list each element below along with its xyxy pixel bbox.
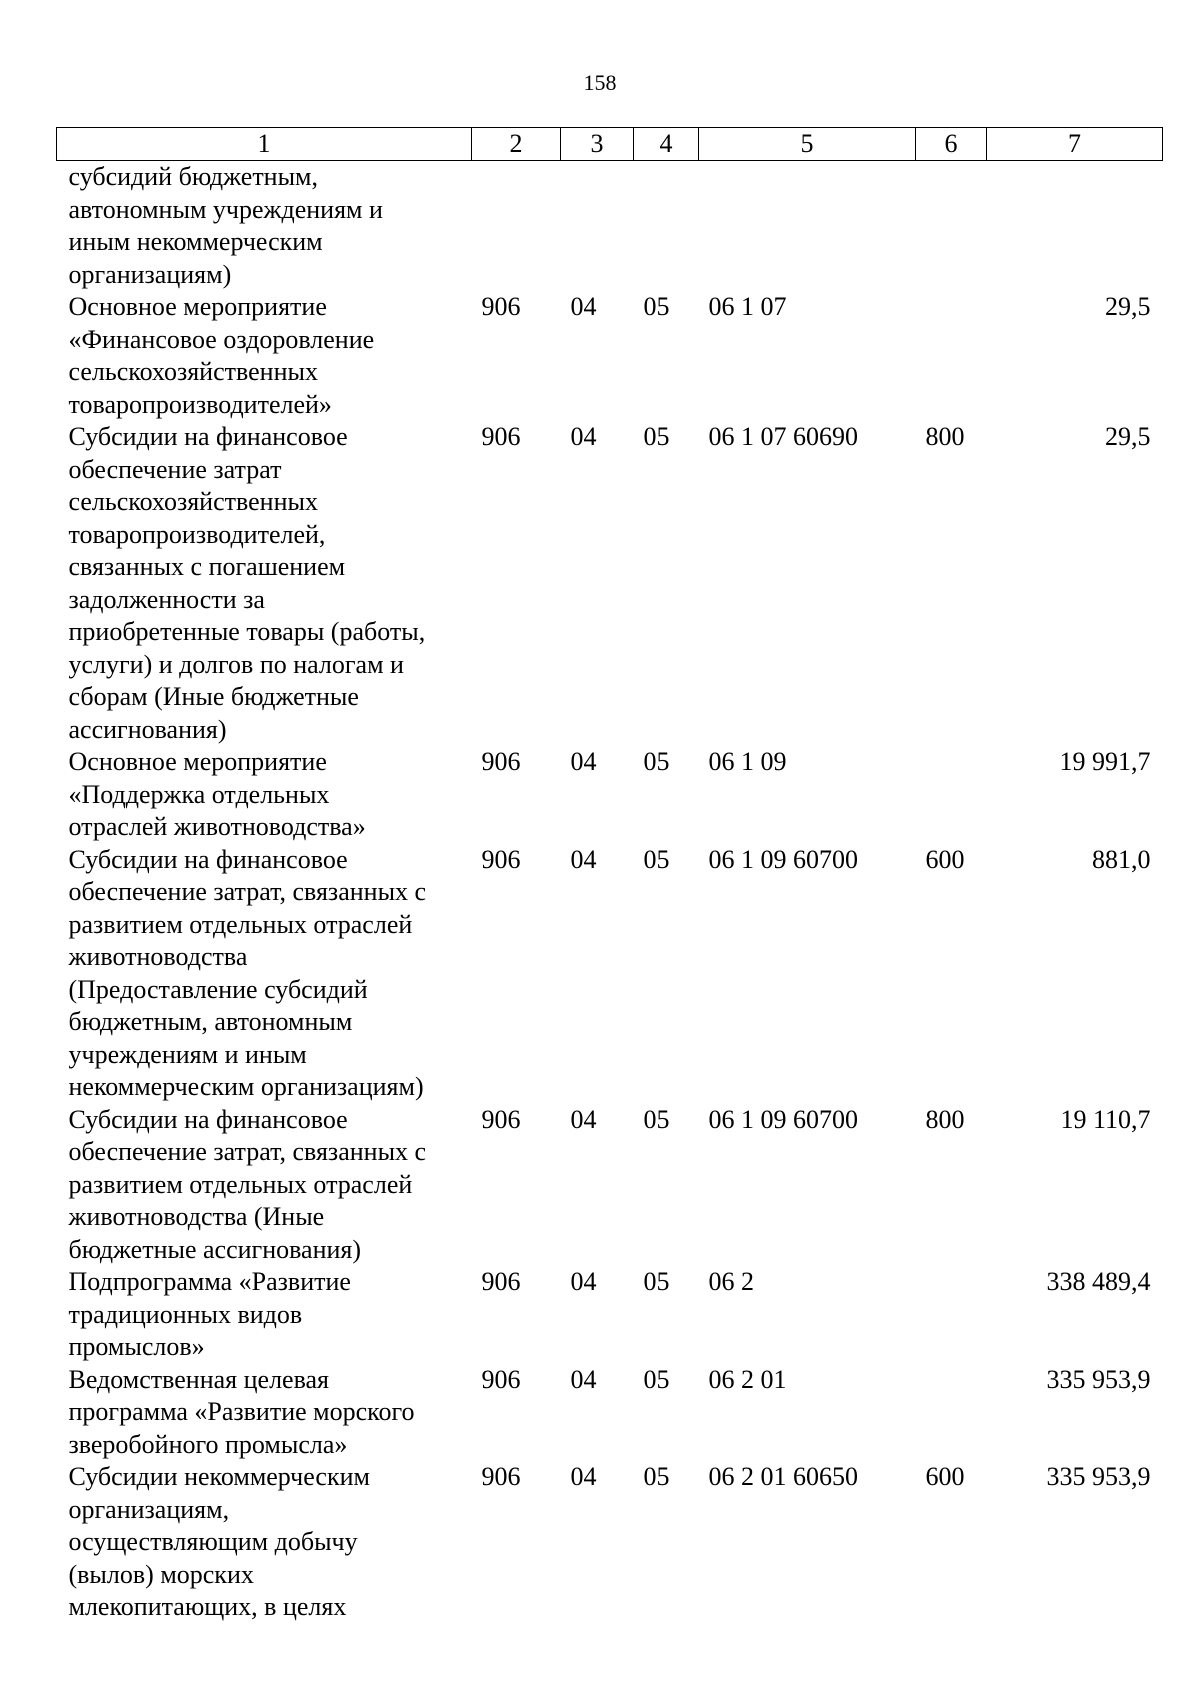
- item-name-line: автономным учреждениям и: [68, 194, 383, 224]
- column-header: 1: [57, 128, 472, 161]
- item-name-line: товаропроизводителей,: [68, 519, 326, 549]
- amount: 29,5: [1105, 292, 1151, 321]
- item-name-line: сборам (Иные бюджетные: [68, 682, 359, 711]
- column-header: 7: [987, 128, 1163, 161]
- table-row: [57, 291, 1163, 421]
- item-name-line: животноводства (Иные: [68, 1202, 325, 1231]
- amount: 19 991,7: [1059, 747, 1151, 776]
- item-name-line: животноводства: [68, 942, 248, 971]
- expense-type-code: [916, 746, 987, 844]
- table-body: [57, 161, 1163, 1624]
- expense-type-code: 600: [925, 1462, 965, 1491]
- subsection-code: 05: [643, 1267, 670, 1296]
- expense-type-code: 800: [925, 422, 965, 451]
- item-name-line: развитием отдельных отраслей: [68, 1169, 413, 1199]
- item-name-line: бюджетным, автономным: [68, 1007, 353, 1036]
- column-number-header-row: [57, 128, 1163, 161]
- page-number: 158: [583, 70, 617, 95]
- item-name-line: Субсидии на финансовое: [68, 1104, 348, 1134]
- expense-type-code: 800: [925, 1104, 965, 1134]
- amount: 335 953,9: [1046, 1364, 1151, 1394]
- item-name: [57, 161, 472, 292]
- subsection-code: 05: [643, 1462, 670, 1491]
- amount: 338 489,4: [1046, 1267, 1151, 1296]
- ministry-code: 906: [481, 1267, 521, 1296]
- table-row: [57, 421, 1163, 746]
- amount: 19 110,7: [1060, 1104, 1151, 1134]
- ministry-code: 906: [481, 422, 521, 451]
- item-name-line: обеспечение затрат: [68, 454, 282, 484]
- item-name: [57, 1364, 472, 1462]
- subsection-code: 05: [643, 1104, 670, 1134]
- item-name-line: осуществляющим добычу: [68, 1527, 358, 1556]
- target-article-code: 06 1 07 60690: [708, 422, 858, 451]
- subsection-code: [634, 161, 699, 292]
- item-name: [57, 746, 472, 844]
- amount: 881,0: [1092, 844, 1151, 874]
- item-name-line: Подпрограмма «Развитие: [68, 1267, 351, 1296]
- amount: [987, 161, 1163, 292]
- item-name-line: развитием отдельных отраслей: [68, 909, 413, 939]
- budget-table: [56, 127, 1163, 1624]
- item-name-line: бюджетные ассигнования): [68, 1234, 362, 1264]
- item-name-line: Субсидии некоммерческим: [68, 1462, 370, 1491]
- item-name: [57, 291, 472, 421]
- table-row: [57, 1266, 1163, 1364]
- ministry-code: 906: [481, 747, 521, 776]
- expense-type-code: [916, 1266, 987, 1364]
- item-name-line: Субсидии на финансовое: [68, 422, 348, 451]
- item-name-line: субсидий бюджетным,: [68, 162, 319, 191]
- item-name-line: иным некоммерческим: [68, 227, 323, 256]
- item-name-line: услуги) и долгов по налогам и: [68, 649, 404, 679]
- item-name-line: (Предоставление субсидий: [68, 974, 368, 1004]
- subsection-code: 05: [643, 844, 670, 874]
- section-code: 04: [570, 747, 597, 776]
- item-name-line: приобретенные товары (работы,: [68, 617, 426, 646]
- subsection-code: 05: [643, 292, 670, 321]
- item-name: [57, 421, 472, 746]
- item-name-line: «Финансовое оздоровление: [68, 324, 375, 354]
- target-article-code: 06 1 07: [708, 292, 787, 321]
- expense-type-code: 600: [925, 844, 965, 874]
- column-header: 2: [472, 128, 561, 161]
- item-name: [57, 844, 472, 1104]
- ministry-code: [472, 161, 561, 292]
- table-row: [57, 1104, 1163, 1267]
- item-name-line: Основное мероприятие: [68, 747, 327, 776]
- target-article-code: 06 1 09 60700: [708, 844, 858, 874]
- column-header: 5: [699, 128, 916, 161]
- item-name-line: традиционных видов: [68, 1299, 303, 1329]
- item-name-line: некоммерческим организациям): [68, 1072, 424, 1101]
- item-name-line: (вылов) морских: [68, 1559, 254, 1589]
- ministry-code: 906: [481, 292, 521, 321]
- table-row: [57, 746, 1163, 844]
- table-row: [57, 161, 1163, 292]
- target-article-code: 06 2 01 60650: [708, 1462, 858, 1491]
- item-name: [57, 1266, 472, 1364]
- table-row: [57, 844, 1163, 1104]
- item-name-line: ассигнования): [68, 714, 227, 744]
- section-code: 04: [570, 1364, 597, 1394]
- section-code: 04: [570, 1104, 597, 1134]
- item-name-line: зверобойного промысла»: [68, 1429, 348, 1459]
- section-code: 04: [570, 292, 597, 321]
- table-row: [57, 1364, 1163, 1462]
- item-name-line: «Поддержка отдельных: [68, 779, 330, 809]
- item-name-line: млекопитающих, в целях: [68, 1592, 347, 1621]
- item-name-line: обеспечение затрат, связанных с: [68, 877, 427, 906]
- item-name-line: программа «Развитие морского: [68, 1397, 415, 1426]
- target-article-code: 06 1 09: [708, 747, 787, 776]
- item-name-line: сельскохозяйственных: [68, 487, 318, 516]
- item-name-line: обеспечение затрат, связанных с: [68, 1137, 427, 1166]
- item-name-line: учреждениям и иным: [68, 1039, 307, 1069]
- item-name-line: товаропроизводителей»: [68, 389, 332, 419]
- target-article-code: 06 1 09 60700: [708, 1104, 858, 1134]
- amount: 335 953,9: [1046, 1462, 1151, 1491]
- subsection-code: 05: [643, 1364, 670, 1394]
- item-name-line: Ведомственная целевая: [68, 1364, 330, 1394]
- ministry-code: 906: [481, 844, 521, 874]
- section-code: 04: [570, 844, 597, 874]
- target-article-code: 06 2 01: [708, 1364, 787, 1394]
- item-name-line: промыслов»: [68, 1332, 205, 1361]
- item-name-line: Субсидии на финансовое: [68, 844, 348, 874]
- expense-type-code: [916, 291, 987, 421]
- column-header: 3: [561, 128, 634, 161]
- item-name-line: отраслей животноводства»: [68, 812, 366, 841]
- item-name-line: организациям): [68, 259, 232, 289]
- ministry-code: 906: [481, 1104, 521, 1134]
- section-code: 04: [570, 1267, 597, 1296]
- column-header: 4: [634, 128, 699, 161]
- item-name-line: связанных с погашением: [68, 552, 346, 581]
- expense-type-code: [916, 1364, 987, 1462]
- target-article-code: [699, 161, 916, 292]
- item-name: [57, 1104, 472, 1267]
- section-code: 04: [570, 1462, 597, 1491]
- ministry-code: 906: [481, 1364, 521, 1394]
- target-article-code: 06 2: [708, 1267, 754, 1296]
- expense-type-code: [916, 161, 987, 292]
- table-row: [57, 1461, 1163, 1624]
- subsection-code: 05: [643, 422, 670, 451]
- ministry-code: 906: [481, 1462, 521, 1491]
- subsection-code: 05: [643, 747, 670, 776]
- section-code: 04: [570, 422, 597, 451]
- section-code: [561, 161, 634, 292]
- item-name: [57, 1461, 472, 1624]
- amount: 29,5: [1105, 422, 1151, 451]
- item-name-line: организациям,: [68, 1494, 230, 1524]
- item-name-line: Основное мероприятие: [68, 292, 327, 321]
- item-name-line: сельскохозяйственных: [68, 357, 318, 386]
- column-header: 6: [916, 128, 987, 161]
- item-name-line: задолженности за: [68, 584, 265, 614]
